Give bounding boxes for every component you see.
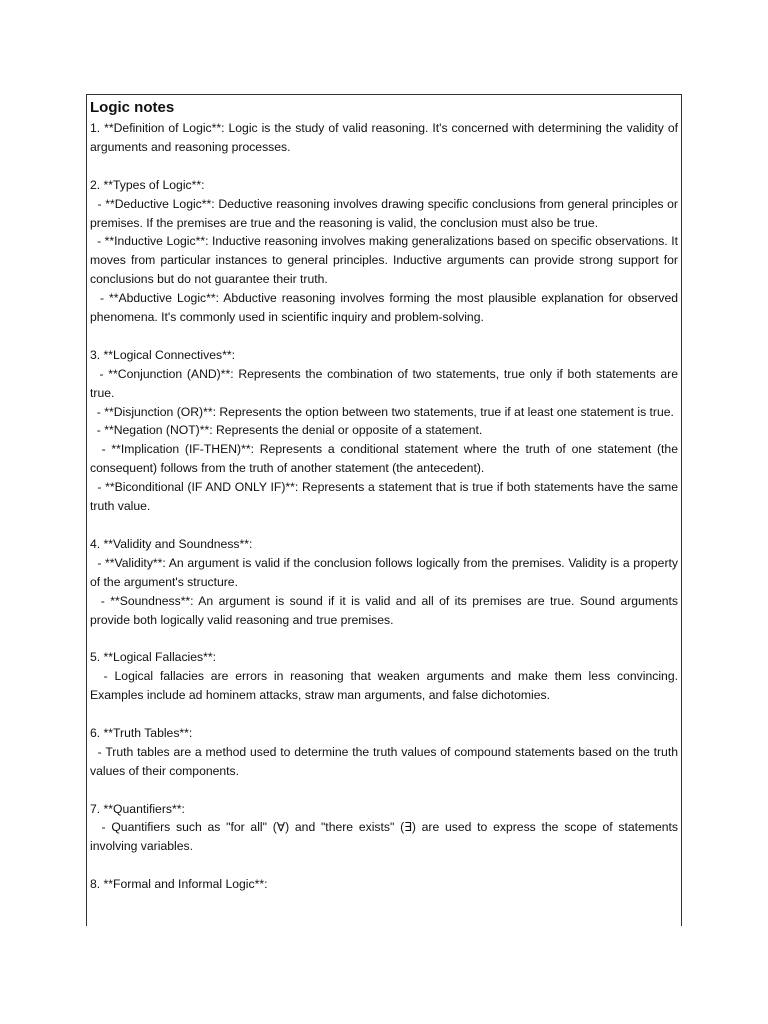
section-1-definition: 1. **Definition of Logic**: Logic is the study of valid reasoning. It's concerned with determining the validity of arguments and reasoning processes. — [90, 121, 678, 154]
blank-line — [90, 629, 678, 648]
section-2-heading: 2. **Types of Logic**: — [90, 177, 205, 192]
section-3-item-biconditional: - **Biconditional (IF AND ONLY IF)**: Represents a statement that is true if both statements have the same truth value. — [90, 480, 682, 514]
document-title: Logic notes — [90, 99, 175, 116]
section-6-heading: 6. **Truth Tables**: — [90, 725, 193, 740]
section-2-item-inductive: - **Inductive Logic**: Inductive reasoning involves making generalizations based on specific observations. It moves from particular instances to general principles. Inductive arguments can provide strong support for conclusions but do not guarantee their truth. — [90, 234, 682, 287]
blank-line — [90, 516, 678, 535]
section-5-heading: 5. **Logical Fallacies**: — [90, 650, 217, 665]
section-7-item-quantifiers: - Quantifiers such as "for all" (∀) and "there exists" (∃) are used to express the scope of statements involving variables. — [90, 820, 682, 854]
blank-line — [90, 856, 678, 875]
section-4-item-soundness: - **Soundness**: An argument is sound if it is valid and all of its premises are true. Sound arguments provide both logically valid reasoning and true premises. — [90, 593, 682, 627]
section-2-item-abductive: - **Abductive Logic**: Abductive reasoning involves forming the most plausible explanation for observed phenomena. It's commonly used in scientific inquiry and problem-solving. — [90, 291, 682, 325]
section-6-item-truth-tables: - Truth tables are a method used to determine the truth values of compound statements based on the truth values of their components. — [90, 744, 682, 778]
section-3-item-conjunction: - **Conjunction (AND)**: Represents the combination of two statements, true only if both statements are true. — [90, 366, 682, 400]
section-5-item-fallacies: - Logical fallacies are errors in reasoning that weaken arguments and make them less convincing. Examples include ad hominem attacks, straw man arguments, and false dichotomies. — [90, 669, 682, 703]
document-page — [86, 94, 682, 926]
blank-line — [90, 327, 678, 346]
section-3-item-disjunction: - **Disjunction (OR)**: Represents the option between two statements, true if at least one statement is true. — [90, 404, 674, 419]
section-3-item-implication: - **Implication (IF-THEN)**: Represents a conditional statement where the truth of one statement (the consequent) follows from the truth of another statement (the antecedent). — [90, 442, 682, 476]
section-2-item-deductive: - **Deductive Logic**: Deductive reasoning involves drawing specific conclusions from general principles or premises. If the premises are true and the reasoning is valid, the conclusion must also be true. — [90, 196, 682, 230]
blank-line — [90, 705, 678, 724]
section-3-heading: 3. **Logical Connectives**: — [90, 347, 235, 362]
blank-line — [90, 781, 678, 800]
section-4-heading: 4. **Validity and Soundness**: — [90, 536, 253, 551]
blank-line — [90, 157, 678, 176]
section-4-item-validity: - **Validity**: An argument is valid if the conclusion follows logically from the premises. Validity is a property of the argument's structure. — [90, 555, 682, 589]
section-3-item-negation: - **Negation (NOT)**: Represents the denial or opposite of a statement. — [90, 423, 483, 438]
section-7-heading: 7. **Quantifiers**: — [90, 801, 185, 816]
section-8-heading: 8. **Formal and Informal Logic**: — [90, 877, 268, 892]
